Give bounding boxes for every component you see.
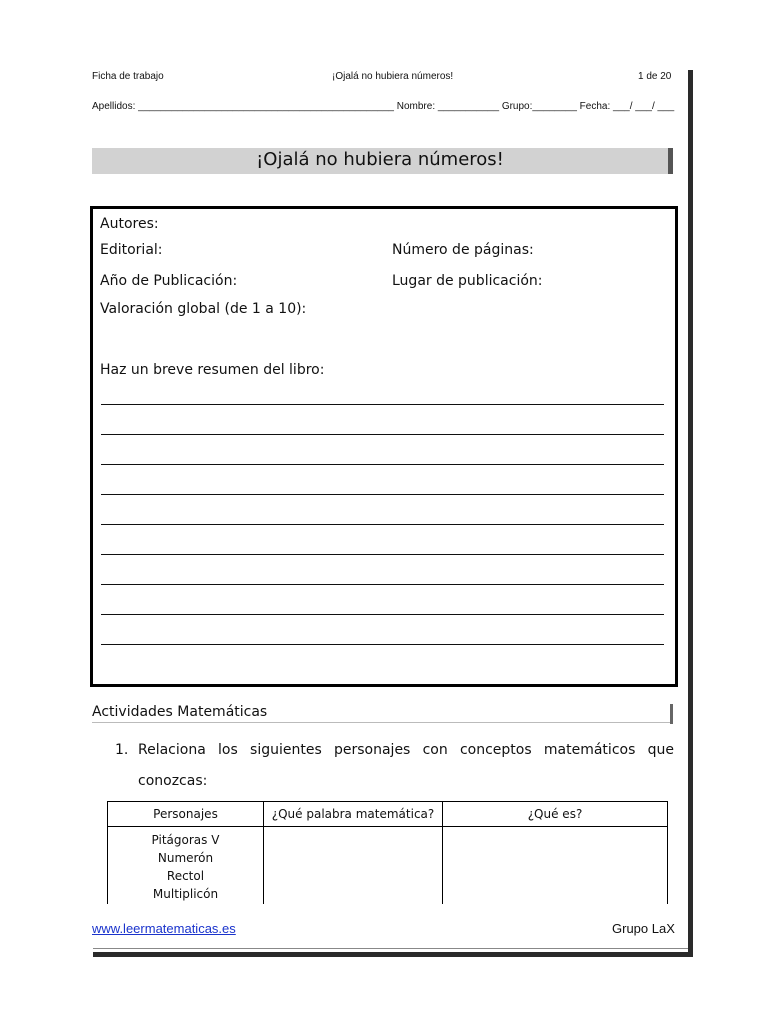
- question-text: Relaciona los siguientes personajes con conceptos matemáticos que: [138, 742, 674, 758]
- title-bar: [92, 148, 673, 174]
- header-page-number: 1 de 20: [638, 71, 672, 82]
- editorial-label: Editorial:: [100, 242, 163, 258]
- summary-line: [101, 554, 664, 555]
- page-title: ¡Ojalá no hubiera números!: [256, 149, 504, 170]
- student-info-line: Apellidos: ______________________________________________ Nombre: ___________ Grupo:________ Fecha: ___/ ___/ ___: [92, 101, 675, 112]
- website-link[interactable]: www.leermatematicas.es: [92, 921, 236, 936]
- definition-cell: [443, 827, 668, 905]
- place-label: Lugar de publicación:: [392, 273, 543, 289]
- column-header: ¿Qué es?: [443, 802, 668, 827]
- page-shadow-bottom: [93, 952, 693, 957]
- characters-cell: [108, 827, 264, 905]
- activities-heading: Actividades Matemáticas: [92, 704, 268, 720]
- page-shadow-line: [93, 948, 688, 949]
- footer-group: Grupo LaX: [612, 921, 675, 936]
- activities-divider-edge: [670, 704, 673, 724]
- header-title: ¡Ojalá no hubiera números!: [332, 71, 454, 82]
- summary-line: [101, 614, 664, 615]
- relation-table: [107, 801, 668, 904]
- summary-line: [101, 494, 664, 495]
- authors-label: Autores:: [100, 216, 159, 232]
- summary-line: [101, 584, 664, 585]
- math-word-cell: [264, 827, 443, 905]
- header-doc-type: Ficha de trabajo: [92, 71, 164, 82]
- activities-divider: [92, 722, 672, 723]
- page-shadow-right: [688, 70, 693, 956]
- question-text-continued: conozcas:: [138, 773, 208, 789]
- summary-line: [101, 464, 664, 465]
- character-name: Rectol: [166, 869, 205, 883]
- question-number: 1.: [115, 742, 129, 758]
- table-header-row: [108, 802, 668, 827]
- table-row: [108, 827, 668, 905]
- summary-line: [101, 644, 664, 645]
- summary-line: [101, 524, 664, 525]
- character-name: Pitágoras V: [151, 833, 220, 847]
- column-header: ¿Qué palabra matemática?: [264, 802, 443, 827]
- column-header: Personajes: [108, 802, 264, 827]
- book-info-box: [90, 206, 678, 687]
- summary-line: [101, 404, 664, 405]
- rating-label: Valoración global (de 1 a 10):: [100, 301, 307, 317]
- character-name: Multiplicón: [152, 887, 219, 901]
- pages-label: Número de páginas:: [392, 242, 534, 258]
- character-name: Numerón: [157, 851, 214, 865]
- summary-label: Haz un breve resumen del libro:: [100, 362, 325, 378]
- year-label: Año de Publicación:: [100, 273, 238, 289]
- summary-line: [101, 434, 664, 435]
